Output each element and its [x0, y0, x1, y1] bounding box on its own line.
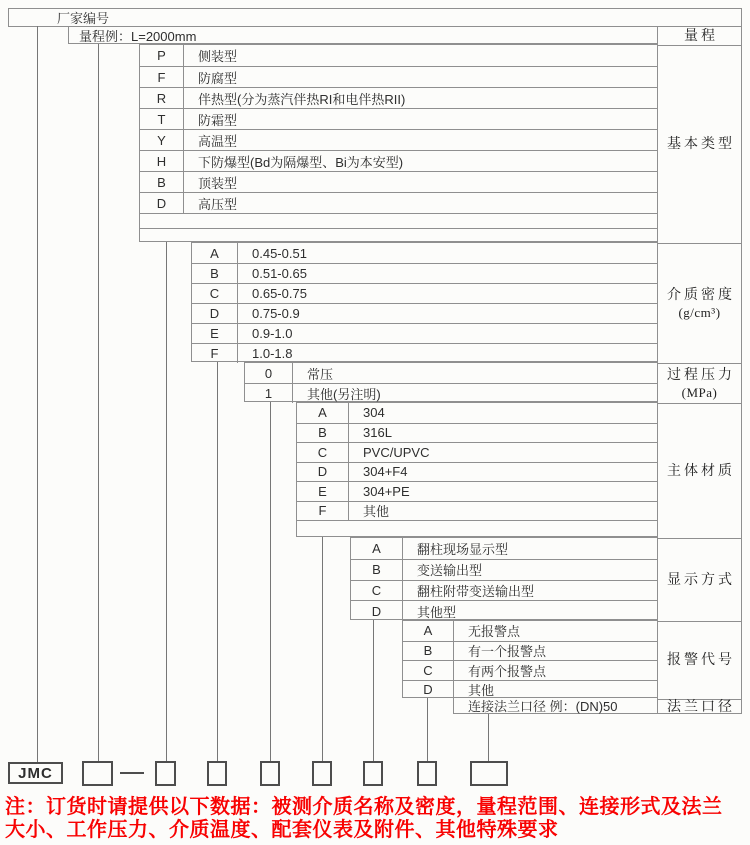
- table-row: [351, 559, 657, 580]
- row-code: A: [351, 538, 403, 559]
- row-desc: 翻柱附带变送输出型: [417, 583, 535, 599]
- row-code: F: [297, 502, 349, 521]
- code-block-alarm: [402, 620, 657, 698]
- code-box-alarm: [417, 761, 437, 786]
- row-code: D: [403, 681, 454, 700]
- table-row: [140, 129, 657, 150]
- connector-line: [217, 362, 218, 763]
- row-code: P: [140, 45, 184, 66]
- code-block-pressure: [244, 362, 657, 402]
- code-box-flange: [470, 761, 508, 786]
- row-code: B: [297, 424, 349, 443]
- row-desc: 翻柱现场显示型: [417, 541, 509, 557]
- connector-line: [373, 620, 374, 763]
- row-code: Y: [140, 130, 184, 150]
- row-desc: 伴热型(分为蒸汽伴热RI和电伴热RII): [198, 91, 406, 107]
- table-row: [192, 243, 657, 263]
- category-label-text: 基本类型: [667, 137, 735, 152]
- table-row: [192, 343, 657, 363]
- connector-line: [322, 537, 323, 763]
- table-row: [351, 538, 657, 559]
- row-code: 1: [245, 384, 293, 403]
- row-code: E: [192, 324, 238, 343]
- category-label-text: 介质密度: [667, 287, 735, 303]
- table-row: [192, 263, 657, 283]
- row-code: C: [403, 661, 454, 680]
- connector-line: [98, 44, 99, 763]
- code-box-model-prefix: JMC: [8, 762, 63, 784]
- row-desc: 0.51-0.65: [252, 266, 307, 281]
- code-box-basic-type: [155, 761, 176, 786]
- table-row: [351, 600, 657, 621]
- row-code: F: [140, 67, 184, 87]
- factory-number-label: 厂家编号: [57, 11, 110, 26]
- row-desc: 高压型: [198, 196, 238, 212]
- range-example-row: [68, 26, 657, 44]
- category-label-text: 报警代号: [667, 653, 735, 668]
- connector-line: [427, 698, 428, 763]
- row-code: C: [297, 443, 349, 462]
- row-desc: 304+PE: [363, 483, 410, 499]
- code-block-basic: [139, 44, 657, 242]
- table-row: [245, 383, 657, 403]
- code-block-material: [296, 402, 657, 537]
- category-sublabel-text: (MPa): [681, 384, 718, 400]
- row-desc: 1.0-1.8: [252, 346, 293, 361]
- row-desc: 防腐型: [198, 70, 238, 86]
- table-row: [297, 403, 657, 423]
- category-label-column: [657, 26, 742, 714]
- category-label-text: 主体材质: [667, 463, 735, 479]
- dash-separator: [120, 772, 144, 774]
- row-desc: 304: [363, 405, 385, 421]
- table-row: [297, 501, 657, 521]
- category-label-display: [658, 538, 741, 621]
- table-row: [140, 171, 657, 192]
- code-box-density: [207, 761, 227, 786]
- row-code: B: [403, 642, 454, 661]
- row-code: B: [351, 560, 403, 580]
- row-desc: 316L: [363, 425, 392, 441]
- table-row: [403, 641, 657, 661]
- table-row: [297, 462, 657, 482]
- table-row: [192, 303, 657, 323]
- connector-line: [270, 402, 271, 763]
- table-row-empty: [297, 520, 657, 538]
- order-note-line1: 注：订货时请提供以下数据：被测介质名称及密度，量程范围、连接形式及法兰: [5, 796, 723, 818]
- row-code: D: [297, 463, 349, 482]
- row-desc: 其他: [468, 683, 495, 699]
- factory-number-row: [8, 8, 742, 27]
- row-code: D: [140, 193, 184, 213]
- table-row: [297, 423, 657, 443]
- row-code: D: [192, 304, 238, 323]
- row-desc: 有两个报警点: [468, 663, 547, 679]
- order-note: [5, 796, 750, 842]
- row-code: A: [297, 403, 349, 423]
- table-row: [297, 442, 657, 462]
- table-row: [140, 45, 657, 66]
- table-row-empty: [140, 213, 657, 228]
- category-label-basic: [658, 45, 741, 243]
- row-desc: 常压: [307, 366, 334, 382]
- row-code: F: [192, 344, 238, 363]
- category-label-text: 量程: [684, 28, 718, 44]
- row-code: C: [351, 581, 403, 601]
- row-desc: 304+F4: [363, 464, 408, 480]
- table-row: [140, 87, 657, 108]
- category-label-range: [658, 27, 741, 45]
- category-sublabel-text: (g/cm³): [678, 304, 721, 320]
- table-row: [192, 283, 657, 303]
- category-label-flange: [658, 699, 741, 715]
- row-code: R: [140, 88, 184, 108]
- category-label-pressure: [658, 363, 741, 403]
- row-code: T: [140, 109, 184, 129]
- flange-size-desc: 连接法兰口径 例：(DN)50: [468, 699, 618, 714]
- connector-line: [166, 242, 167, 763]
- row-code: B: [192, 264, 238, 283]
- code-block-density: [191, 242, 657, 362]
- range-example-label: 量程例：L=2000mm: [79, 28, 197, 44]
- row-desc: 0.65-0.75: [252, 286, 307, 301]
- row-code: H: [140, 151, 184, 171]
- row-code: D: [351, 601, 403, 621]
- row-desc: PVC/UPVC: [363, 444, 430, 460]
- code-block-display: [350, 537, 657, 620]
- row-code: A: [192, 243, 238, 263]
- row-desc: 0.9-1.0: [252, 326, 293, 341]
- table-row: [245, 363, 657, 383]
- row-code: E: [297, 482, 349, 501]
- code-box-range: [82, 761, 113, 786]
- connector-line: [488, 714, 489, 763]
- table-row: [403, 621, 657, 641]
- category-label-text: 过程压力: [667, 367, 735, 383]
- table-row: [140, 192, 657, 213]
- row-desc: 有一个报警点: [468, 644, 547, 660]
- row-desc: 侧装型: [198, 49, 238, 64]
- table-row: [140, 108, 657, 129]
- table-row: [351, 580, 657, 601]
- row-code: B: [140, 172, 184, 192]
- table-row: [140, 150, 657, 171]
- row-code: A: [403, 621, 454, 641]
- connector-line: [37, 26, 38, 763]
- category-label-text: 法兰口径: [667, 700, 735, 715]
- row-desc: 变送输出型: [417, 563, 483, 579]
- row-desc: 无报警点: [468, 624, 521, 640]
- flange-size-row: [453, 698, 657, 714]
- category-label-material: [658, 403, 741, 538]
- code-box-material: [312, 761, 332, 786]
- row-desc: 防霜型: [198, 112, 238, 128]
- row-desc: 0.75-0.9: [252, 306, 300, 321]
- row-code: 0: [245, 363, 293, 383]
- row-desc: 其他型: [417, 604, 457, 620]
- table-row: [297, 481, 657, 501]
- category-label-text: 显示方式: [667, 572, 735, 588]
- code-box-display: [363, 761, 383, 786]
- code-box-pressure: [260, 761, 280, 786]
- row-desc: 下防爆型(Bd为隔爆型、Bi为本安型): [198, 154, 404, 170]
- row-desc: 其他(另注明): [307, 387, 381, 402]
- table-row: [192, 323, 657, 343]
- category-label-alarm: [658, 621, 741, 699]
- row-desc: 高温型: [198, 133, 238, 149]
- order-note-line2: 大小、工作压力、介质温度、配套仪表及附件、其他特殊要求: [5, 819, 559, 841]
- table-row-empty: [140, 228, 657, 243]
- table-row: [140, 66, 657, 87]
- row-desc: 顶装型: [198, 175, 238, 191]
- row-code: C: [192, 284, 238, 303]
- row-desc: 0.45-0.51: [252, 245, 307, 261]
- table-row: [403, 660, 657, 680]
- row-desc: 其他: [363, 504, 390, 520]
- category-label-density: [658, 243, 741, 363]
